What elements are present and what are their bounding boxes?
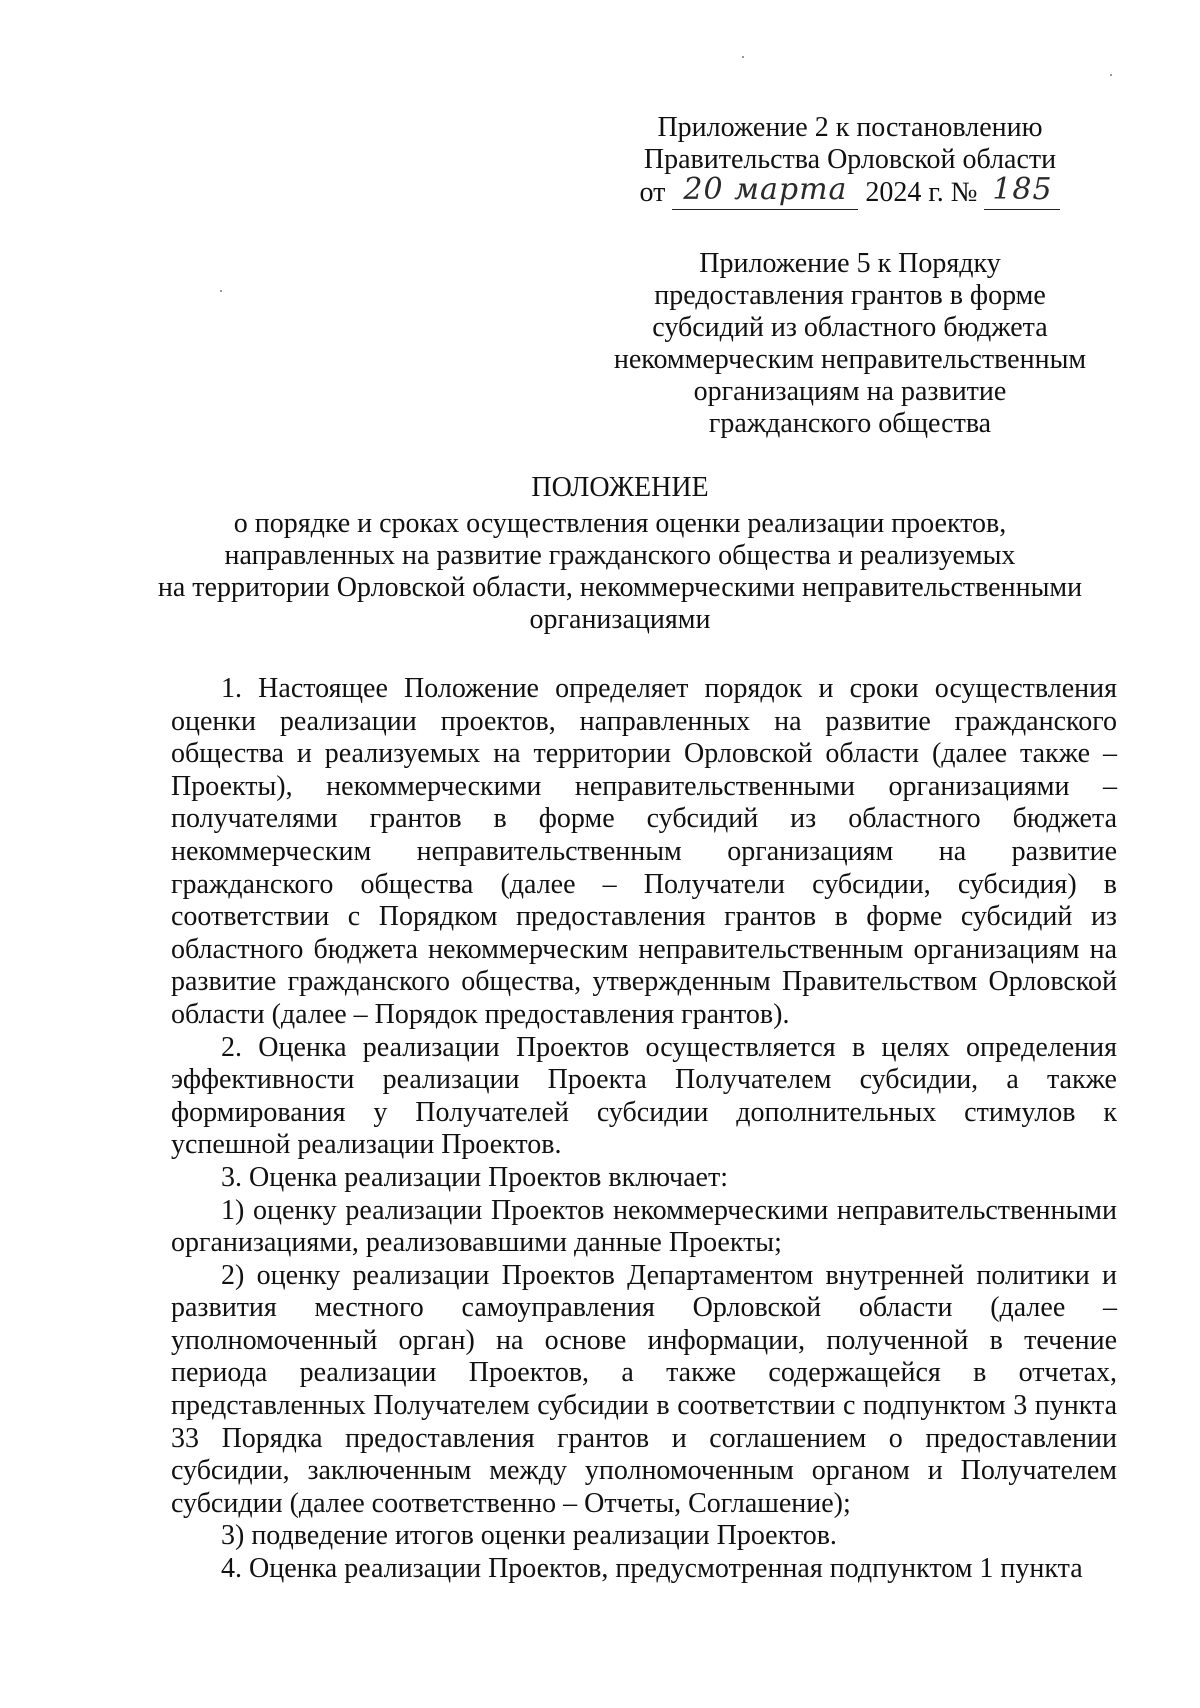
paragraph-3-item-3: 3) подведение итогов оценки реализации Проектов. [221,1520,837,1552]
document-title [120,472,1120,636]
resolution-line-1: Приложение 2 к постановлению [657,112,1043,143]
scan-speck [742,56,744,58]
title-subtitle-line: о порядке и сроках осуществления оценки реализации проектов, [233,508,1007,539]
appendix-line: организациям на развитие [693,376,1007,407]
appendix-line: некоммерческим неправительственным [613,344,1087,375]
year-text: 2024 г. № [865,177,978,208]
appendix-line: Приложение 5 к Порядку [699,248,1001,279]
paragraph-4: 4. Оценка реализации Проектов, предусмотренная подпунктом 1 пункта [221,1553,1083,1585]
resolution-reference [580,112,1120,210]
paragraph-3-item-1: 1) оценку реализации Проектов некоммерческими неправительственными организациями, реализовавшими данные Проекты; [171,1194,1117,1259]
handwritten-date: 20 марта [683,172,848,207]
paragraph-3-item-2: 2) оценку реализации Проектов Департаментом внутренней политики и развития местного самоуправления Орловской области (далее – уполномоченный орган) на основе информации, полученной в течение периода реализации Проектов, а также содержащейся в отчетах, представленных Получателем субсидии в соответствии с подпунктом 3 пункта 33 Порядка предоставления грантов и соглашением о предоставлении субсидии, заключенным между уполномоченным органом и Получателем субсидии (далее соответственно – Отчеты, Соглашение); [171,1259,1117,1519]
number-blank [984,172,1060,210]
title-subtitle-line: на территории Орловской области, некоммерческими неправительственными [157,572,1083,603]
scan-speck [220,290,222,292]
title-subtitle-line: направленных на развитие гражданского общества и реализуемых [224,540,1016,571]
scan-speck [1110,74,1112,76]
appendix-line: предоставления грантов в форме [654,280,1046,311]
title-subtitle-line: организациями [529,604,711,635]
resolution-date-line [580,172,1120,210]
paragraph-3: 3. Оценка реализации Проектов включает: [221,1161,728,1193]
appendix-line: субсидий из областного бюджета [652,312,1048,343]
handwritten-number: 185 [992,172,1053,207]
date-prefix: от [639,177,666,208]
paragraph-2: 2. Оценка реализации Проектов осуществляется в целях определения эффективности реализации Проекта Получателем субсидии, а также формирования у Получателей субсидии дополнительных стимулов к успешной реализации Проектов. [171,1031,1117,1161]
document-body [171,673,1117,1586]
paragraph-1: 1. Настоящее Положение определяет порядок и сроки осуществления оценки реализации проектов, направленных на развитие гражданского общества и реализуемых на территории Орловской области (далее также – Проекты), некоммерческими неправительственными организациями – получателями грантов в форме субсидий из областного бюджета некоммерческим неправительственным организациям на развитие гражданского общества (далее – Получатели субсидии, субсидия) в соответствии с Порядком предоставления грантов в форме субсидий из областного бюджета некоммерческим неправительственным организациям на развитие гражданского общества, утвержденным Правительством Орловской области (далее – Порядок предоставления грантов). [171,673,1117,1030]
appendix-reference [610,248,1090,440]
appendix-line: гражданского общества [708,408,992,439]
title-heading: ПОЛОЖЕНИЕ [531,472,709,503]
resolution-line-2: Правительства Орловской области [643,144,1057,175]
date-blank [672,172,858,210]
